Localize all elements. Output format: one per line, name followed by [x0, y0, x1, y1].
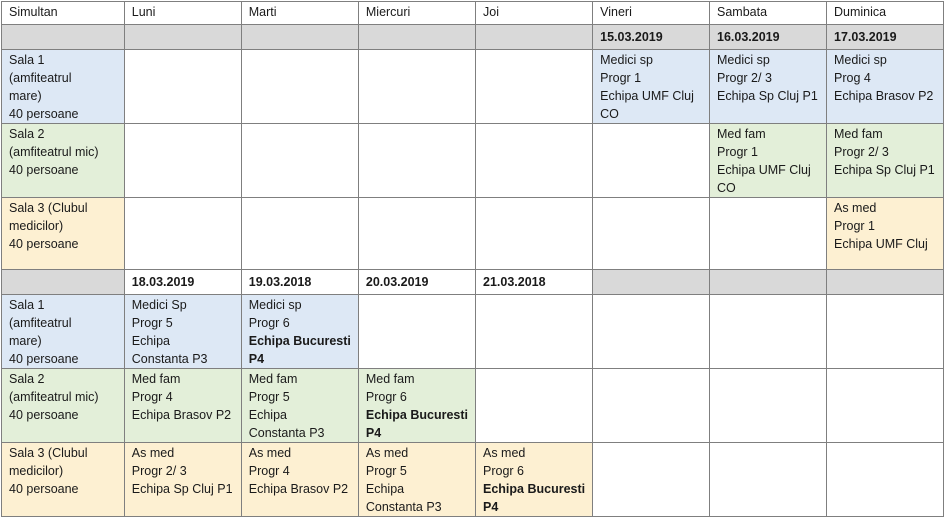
date-cell [476, 25, 593, 50]
session-line: Echipa UMF Cluj [834, 237, 928, 251]
empty-cell [593, 369, 710, 443]
room-label-line: 40 persoane [9, 352, 79, 366]
day-header: Duminica [827, 2, 944, 25]
session-line: P4 [365, 426, 382, 440]
room-label-line: Sala 3 (Clubul [9, 201, 88, 215]
empty-cell [827, 443, 944, 517]
session-line: Progr 2/ 3 [717, 71, 772, 85]
empty-cell [710, 295, 827, 369]
session-line: P4 [248, 352, 265, 366]
session-line: Echipa Sp Cluj P1 [834, 163, 935, 177]
empty-cell [593, 124, 710, 198]
session-line: Progr 5 [131, 316, 173, 330]
empty-cell [476, 369, 593, 443]
room-label-line: 40 persoane [9, 482, 79, 496]
session-line: As med [365, 446, 409, 460]
session-line: Progr 5 [365, 464, 407, 478]
empty-cell [827, 295, 944, 369]
session-cell [358, 443, 475, 517]
empty-cell [476, 124, 593, 198]
header-row [2, 2, 944, 25]
session-line: Echipa Bucuresti [483, 482, 586, 496]
session-line: Progr 4 [131, 390, 173, 404]
room-label-line: (amfiteatrul [9, 316, 72, 330]
date-cell: 16.03.2019 [710, 25, 827, 50]
session-line: Echipa Bucuresti [365, 408, 468, 422]
session-line: Medici sp [717, 53, 770, 67]
day-header: Luni [124, 2, 241, 25]
session-line: Med fam [131, 372, 181, 386]
session-line: Constanta P3 [131, 352, 208, 366]
date-cell: 20.03.2019 [358, 270, 475, 295]
room-label-line: Sala 2 [9, 127, 45, 141]
date-cell: 15.03.2019 [593, 25, 710, 50]
day-header: Sambata [710, 2, 827, 25]
session-line: Echipa [131, 334, 170, 348]
date-cell [2, 270, 125, 295]
room-label-line: Sala 2 [9, 372, 45, 386]
session-cell [827, 50, 944, 124]
room-label-line: (amfiteatrul mic) [9, 145, 99, 159]
session-line: Progr 2/ 3 [131, 464, 187, 478]
session-line: Progr 6 [483, 464, 524, 478]
day-header: Joi [476, 2, 593, 25]
session-cell [124, 295, 241, 369]
session-line: Progr 6 [365, 390, 407, 404]
room-label-line: 40 persoane [9, 163, 79, 177]
date-cell: 18.03.2019 [124, 270, 241, 295]
room-label-line: Sala 1 [9, 53, 45, 67]
session-line: Medici Sp [131, 298, 187, 312]
empty-cell [124, 50, 241, 124]
session-line: Progr 2/ 3 [834, 145, 889, 159]
session-line: Progr 5 [248, 390, 290, 404]
room-row [2, 124, 944, 198]
session-line: Medici sp [248, 298, 302, 312]
room-row [2, 443, 944, 517]
empty-cell [710, 369, 827, 443]
date-cell [241, 25, 358, 50]
date-cell: 17.03.2019 [827, 25, 944, 50]
empty-cell [358, 124, 475, 198]
date-cell: 21.03.2018 [476, 270, 593, 295]
room-label-line: medicilor) [9, 464, 64, 478]
session-cell [124, 443, 241, 517]
empty-cell [241, 198, 358, 270]
session-cell [476, 443, 593, 517]
room-label [2, 295, 125, 369]
room-label-line: Sala 3 (Clubul [9, 446, 88, 460]
room-label-line: 40 persoane [9, 237, 79, 251]
empty-cell [241, 50, 358, 124]
session-line: Medici sp [600, 53, 653, 67]
session-cell [710, 124, 827, 198]
session-line: As med [131, 446, 175, 460]
empty-cell [710, 443, 827, 517]
empty-cell [593, 295, 710, 369]
room-label [2, 369, 125, 443]
room-label [2, 443, 125, 517]
session-line: Echipa Bucuresti [248, 334, 351, 348]
session-cell [358, 369, 475, 443]
session-line: Echipa Brasov P2 [248, 482, 349, 496]
date-cell [593, 270, 710, 295]
session-line: Progr 4 [248, 464, 290, 478]
header-corner: Simultan [2, 2, 125, 25]
session-line: Med fam [365, 372, 415, 386]
empty-cell [241, 124, 358, 198]
date-cell [358, 25, 475, 50]
empty-cell [358, 50, 475, 124]
session-line: Med fam [717, 127, 766, 141]
session-line: Prog 4 [834, 71, 871, 85]
session-line: As med [248, 446, 292, 460]
date-cell [124, 25, 241, 50]
day-header: Vineri [593, 2, 710, 25]
session-line: Med fam [834, 127, 883, 141]
day-header: Marti [241, 2, 358, 25]
session-line: As med [834, 201, 877, 215]
session-line: Echipa Brasov P2 [834, 89, 934, 103]
session-line: Progr 1 [717, 145, 759, 159]
empty-cell [476, 295, 593, 369]
date-cell [827, 270, 944, 295]
empty-cell [476, 50, 593, 124]
session-line: CO [600, 107, 619, 121]
room-label-line: medicilor) [9, 219, 64, 233]
session-cell [827, 198, 944, 270]
session-cell [124, 369, 241, 443]
empty-cell [593, 198, 710, 270]
session-line: Progr 6 [248, 316, 290, 330]
session-line: Constanta P3 [248, 426, 325, 440]
room-label-line: (amfiteatrul [9, 71, 72, 85]
session-line: As med [483, 446, 526, 460]
session-line: Medici sp [834, 53, 887, 67]
room-row [2, 369, 944, 443]
date-row [2, 270, 944, 295]
room-label [2, 124, 125, 198]
date-cell: 19.03.2018 [241, 270, 358, 295]
room-label-line: mare) [9, 334, 42, 348]
date-cell [710, 270, 827, 295]
session-line: Echipa Sp Cluj P1 [717, 89, 818, 103]
session-cell [241, 295, 358, 369]
day-header: Miercuri [358, 2, 475, 25]
empty-cell [358, 295, 475, 369]
session-line: Echipa [365, 482, 405, 496]
session-line: Progr 1 [834, 219, 875, 233]
room-row [2, 50, 944, 124]
date-cell [2, 25, 125, 50]
session-line: Echipa UMF Cluj [600, 89, 694, 103]
session-cell [827, 124, 944, 198]
session-line: Progr 1 [600, 71, 642, 85]
session-cell [241, 369, 358, 443]
session-line: Constanta P3 [365, 500, 442, 514]
empty-cell [124, 124, 241, 198]
empty-cell [593, 443, 710, 517]
session-cell [593, 50, 710, 124]
session-line: CO [717, 181, 736, 195]
session-line: Echipa Brasov P2 [131, 408, 232, 422]
empty-cell [358, 198, 475, 270]
empty-cell [476, 198, 593, 270]
room-row [2, 198, 944, 270]
session-line: Med fam [248, 372, 298, 386]
session-line: Echipa UMF Cluj [717, 163, 811, 177]
room-label-line: (amfiteatrul mic) [9, 390, 99, 404]
room-label-line: 40 persoane [9, 408, 79, 422]
room-label-line: 40 persoane [9, 107, 79, 121]
session-line: Echipa Sp Cluj P1 [131, 482, 233, 496]
session-line: Echipa [248, 408, 287, 422]
empty-cell [124, 198, 241, 270]
empty-cell [827, 369, 944, 443]
session-line: P4 [483, 500, 499, 514]
date-row [2, 25, 944, 50]
room-label [2, 50, 125, 124]
session-cell [710, 50, 827, 124]
room-label [2, 198, 125, 270]
empty-cell [710, 198, 827, 270]
session-cell [241, 443, 358, 517]
room-label-line: Sala 1 [9, 298, 45, 312]
room-row [2, 295, 944, 369]
room-label-line: mare) [9, 89, 42, 103]
schedule-table [1, 1, 944, 517]
